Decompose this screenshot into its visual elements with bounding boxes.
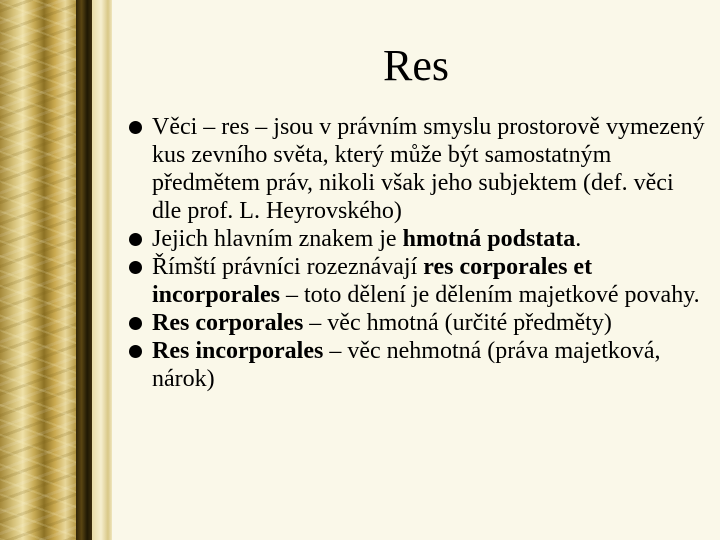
bullet-dot-icon xyxy=(129,121,142,134)
bullet-text: – toto dělení je dělením majetkové povahy. xyxy=(279,282,700,308)
bullet-dot-icon xyxy=(129,261,142,274)
bullet-text: . xyxy=(575,226,582,252)
bullet-dot-icon xyxy=(129,317,142,330)
bullet-item xyxy=(128,337,708,393)
bullet-text-bold: hmotná podstata xyxy=(402,226,576,252)
bullet-text-bold: res corporales et incorporales xyxy=(152,254,593,308)
bullet-text: – věc hmotná (určité předměty) xyxy=(303,310,612,336)
bullet-dot-icon xyxy=(129,345,142,358)
bullet-text-bold: Res corporales xyxy=(152,310,304,336)
bullet-text: Věci – res – jsou v právním smyslu prostorově vymezený kus zevního světa, který může být samostatným předmětem práv, nikoli však jeho subjektem (def. věci dle prof. L. Heyrovského) xyxy=(152,114,705,224)
bullet-text-bold: Res incorporales xyxy=(152,338,324,364)
bullet-item xyxy=(128,309,708,337)
bullet-dot-icon xyxy=(129,233,142,246)
bullet-item xyxy=(128,113,708,225)
bullet-list xyxy=(128,113,708,393)
slide-title: Res xyxy=(383,41,449,90)
bullet-text: Římští právníci rozeznávají xyxy=(152,254,424,280)
decorative-pale-rail xyxy=(92,0,112,540)
bullet-text: Jejich hlavním znakem je xyxy=(152,226,403,252)
bullet-text: – věc nehmotná (práva majetková, nárok) xyxy=(152,338,661,392)
decorative-gold-border xyxy=(0,0,76,540)
bullet-item xyxy=(128,253,708,309)
decorative-dark-rail xyxy=(76,0,92,540)
bullet-item xyxy=(128,225,708,253)
